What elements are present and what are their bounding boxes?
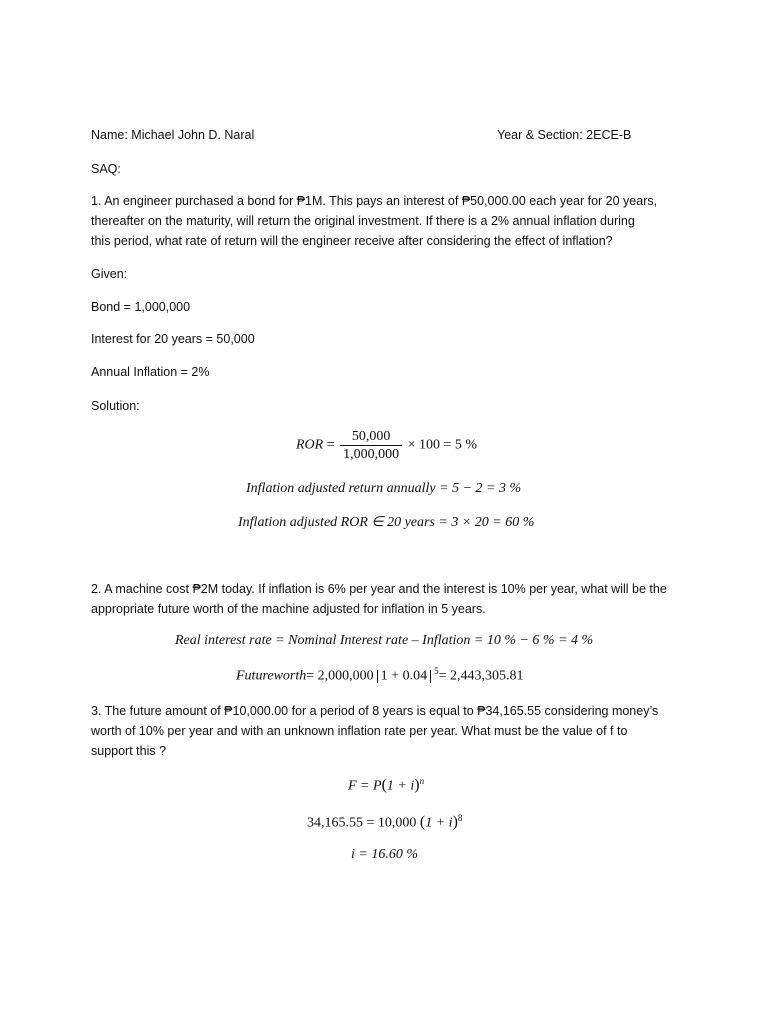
- ror-result: × 100 = 5 %: [407, 437, 478, 453]
- q3-text-line2: worth of 10% per year and with an unknown inflation rate per year. What must be the value of f to: [91, 724, 628, 738]
- q1-text-line3: this period, what rate of return will the engineer receive after considering the effect of inflation?: [91, 234, 613, 248]
- q2-text-line2: appropriate future worth of the machine adjusted for inflation in 5 years.: [91, 602, 486, 616]
- future-worth-exponent: 5: [434, 666, 439, 676]
- future-worth-symbol: Futureworth: [236, 668, 307, 684]
- q1-equation-20yr: [238, 514, 534, 531]
- q1-equation-ror: ROR = $\frac{50,000}{1,000,000}$ × 100 = 5 %: [296, 429, 478, 462]
- q2-equation-real-rate: [175, 633, 593, 649]
- ror-numerator: 50,000: [340, 428, 402, 446]
- q2-text-line1: 2. A machine cost ₱2M today. If inflation is 6% per year and the interest is 10% per year, what will be the: [91, 582, 667, 596]
- given-label: Given:: [91, 267, 128, 281]
- future-worth-factor: 1 + 0.04: [380, 668, 428, 684]
- result-text: i = 16.60 %: [351, 847, 418, 862]
- saq-label: SAQ:: [91, 162, 121, 176]
- substitution-main: 34,165.55 = 10,000: [307, 815, 417, 831]
- q3-equation-substitution: 34,165.55 = 10,000 $(1 + i)^8$: [307, 813, 463, 831]
- q3-text-line3: support this ?: [91, 744, 167, 758]
- future-worth-principal: = 2,000,000: [306, 668, 374, 684]
- left-bar: [377, 670, 378, 683]
- solution-label: Solution:: [91, 399, 140, 413]
- given-bond: Bond = 1,000,000: [91, 300, 191, 314]
- q3-text-line1: 3. The future amount of ₱10,000.00 for a period of 8 years is equal to ₱34,165.55 considering money’s: [91, 704, 659, 718]
- formula-inner: 1 + i: [386, 778, 415, 794]
- q1-equation-annual: [246, 481, 521, 497]
- given-interest: Interest for 20 years = 50,000: [91, 332, 255, 346]
- q1-text-line1: 1. An engineer purchased a bond for ₱1M. This pays an interest of ₱50,000.00 each year for 20 years,: [91, 194, 658, 208]
- year-section: Year & Section: 2ECE-B: [497, 128, 632, 142]
- ror-symbol: ROR: [296, 437, 324, 453]
- ror-denominator: 1,000,000: [343, 447, 400, 462]
- given-inflation: Annual Inflation = 2%: [91, 365, 210, 379]
- future-worth-result: = 2,443,305.81: [438, 668, 524, 684]
- substitution-inner: 1 + i: [425, 815, 453, 831]
- q3-equation-result: [351, 847, 418, 863]
- q3-equation-formula: $F = P(1 + i)^n$: [348, 776, 425, 794]
- substitution-exponent: 8: [457, 813, 463, 823]
- ror-fraction: [340, 428, 402, 463]
- q1-text-line2: thereafter on the maturity, will return the original investment. If there is a 2% annual inflation during: [91, 214, 635, 228]
- real-rate-equation-text: Real interest rate = Nominal Interest rate – Inflation = 10 % − 6 % = 4 %: [175, 633, 594, 648]
- right-bar: [430, 670, 431, 683]
- twenty-year-equation-text: Inflation adjusted ROR ∈ 20 years = 3 × 20 = 60 %: [238, 515, 535, 530]
- formula-main: F = P: [348, 778, 382, 794]
- annual-equation-text: Inflation adjusted return annually = 5 − 2 = 3 %: [246, 481, 522, 496]
- formula-exponent: n: [419, 776, 425, 786]
- student-name: Name: Michael John D. Naral: [91, 128, 255, 142]
- q2-equation-future-worth: [236, 666, 523, 685]
